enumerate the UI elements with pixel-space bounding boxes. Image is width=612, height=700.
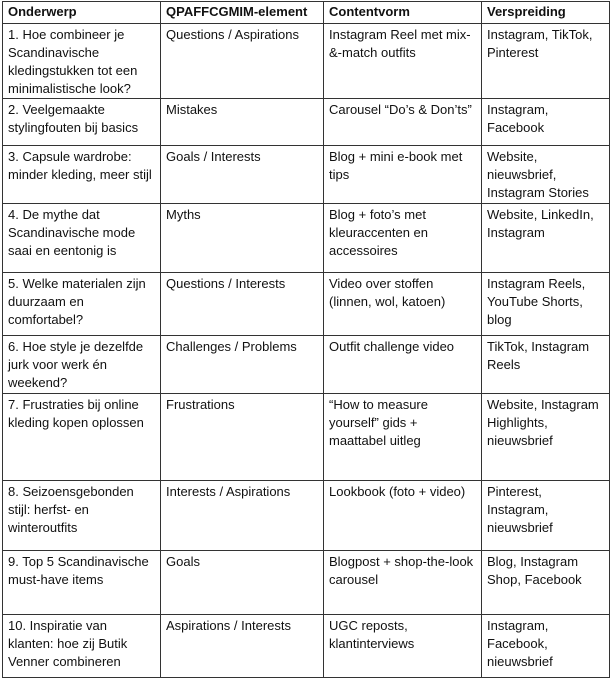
table-row [3,24,610,99]
element-cell: Goals [161,551,324,615]
content-plan-table [2,1,610,678]
distribution-cell: Pinterest, Instagram, nieuwsbrief [482,481,610,551]
header-onderwerp: Onderwerp [3,2,161,24]
topic-cell: 10. Inspiratie van klanten: hoe zij Butik Venner combineren [3,615,161,678]
element-cell: Goals / Interests [161,146,324,204]
distribution-cell: Instagram, Facebook [482,99,610,146]
topic-cell: 4. De mythe dat Scandinavische mode saai en eentonig is [3,204,161,273]
header-element: QPAFFCGMIM-element [161,2,324,24]
element-cell: Aspirations / Interests [161,615,324,678]
distribution-cell: Instagram, TikTok, Pinterest [482,24,610,99]
header-contentvorm: Contentvorm [324,2,482,24]
topic-cell: 7. Frustraties bij online kleding kopen oplossen [3,394,161,481]
form-cell: Video over stoffen (linnen, wol, katoen) [324,273,482,336]
topic-cell: 2. Veelgemaakte stylingfouten bij basics [3,99,161,146]
topic-cell: 8. Seizoensgebonden stijl: herfst- en winteroutfits [3,481,161,551]
topic-cell: 6. Hoe style je dezelfde jurk voor werk én weekend? [3,336,161,394]
table-row [3,336,610,394]
table-row [3,615,610,678]
element-cell: Questions / Aspirations [161,24,324,99]
form-cell: UGC reposts, klantinterviews [324,615,482,678]
element-cell: Questions / Interests [161,273,324,336]
distribution-cell: Instagram, Facebook, nieuwsbrief [482,615,610,678]
topic-cell: 9. Top 5 Scandinavische must-have items [3,551,161,615]
form-cell: Outfit challenge video [324,336,482,394]
topic-cell: 5. Welke materialen zijn duurzaam en comfortabel? [3,273,161,336]
table-row [3,551,610,615]
distribution-cell: Blog, Instagram Shop, Facebook [482,551,610,615]
distribution-cell: Website, LinkedIn, Instagram [482,204,610,273]
distribution-cell: Instagram Reels, YouTube Shorts, blog [482,273,610,336]
table-row [3,146,610,204]
form-cell: Carousel “Do’s & Don’ts” [324,99,482,146]
table-row [3,204,610,273]
element-cell: Challenges / Problems [161,336,324,394]
form-cell: Blog + mini e-book met tips [324,146,482,204]
distribution-cell: Website, Instagram Highlights, nieuwsbrief [482,394,610,481]
element-cell: Mistakes [161,99,324,146]
table-row [3,481,610,551]
topic-cell: 1. Hoe combineer je Scandinavische kledingstukken tot een minimalistische look? [3,24,161,99]
topic-cell: 3. Capsule wardrobe: minder kleding, meer stijl [3,146,161,204]
form-cell: Lookbook (foto + video) [324,481,482,551]
header-row [3,2,610,24]
distribution-cell: Website, nieuwsbrief, Instagram Stories [482,146,610,204]
element-cell: Myths [161,204,324,273]
form-cell: Blogpost + shop-the-look carousel [324,551,482,615]
table-row [3,394,610,481]
distribution-cell: TikTok, Instagram Reels [482,336,610,394]
header-verspreiding: Verspreiding [482,2,610,24]
table-row [3,99,610,146]
form-cell: “How to measure yourself” gids + maattabel uitleg [324,394,482,481]
table-row [3,273,610,336]
form-cell: Instagram Reel met mix-&-match outfits [324,24,482,99]
element-cell: Frustrations [161,394,324,481]
element-cell: Interests / Aspirations [161,481,324,551]
form-cell: Blog + foto’s met kleuraccenten en accessoires [324,204,482,273]
